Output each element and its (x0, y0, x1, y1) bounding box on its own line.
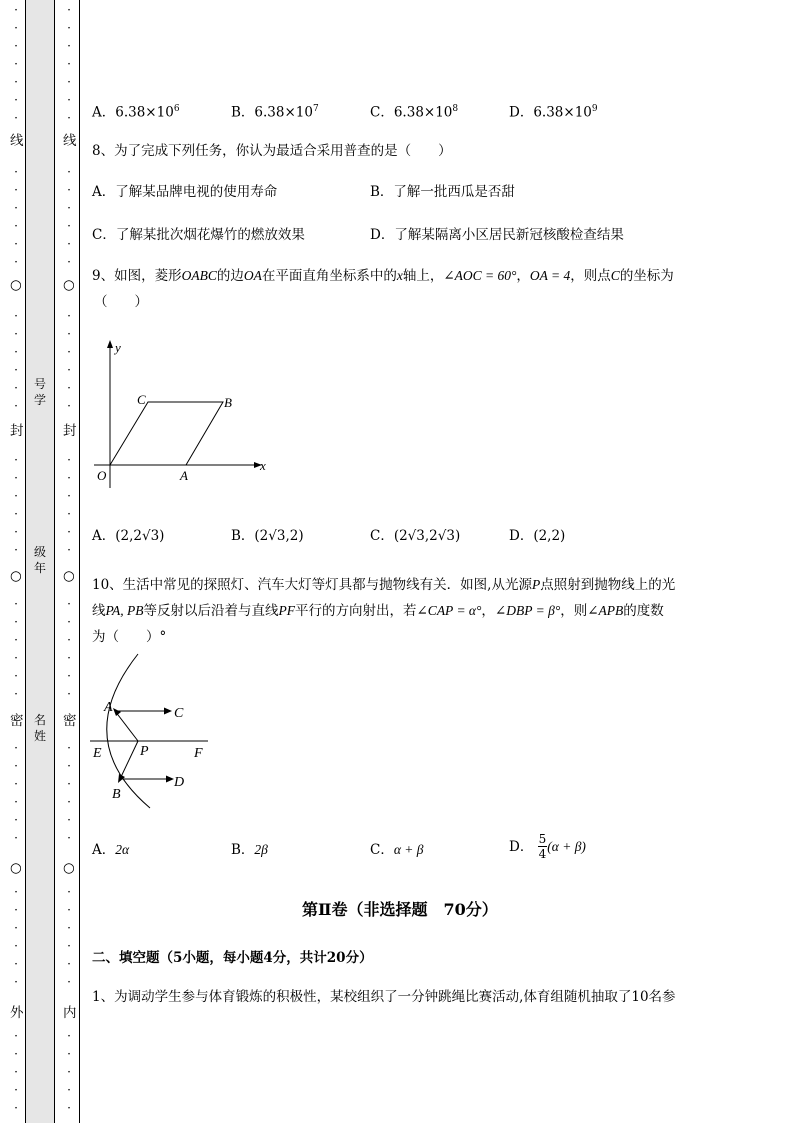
right-rail-label-nei: 内 (63, 1005, 77, 1021)
rail-dot: · (67, 975, 71, 989)
rail-dot: · (14, 597, 18, 611)
q9-option-a: A．(2,2√3) (92, 528, 165, 544)
left-rail-label-xian: 线 (10, 133, 24, 149)
part2-section-heading: 二、填空题（5小题，每小题4分，共计20分） (92, 950, 373, 966)
rail-dot: · (67, 165, 71, 179)
rail-dot: · (67, 813, 71, 827)
q10-stem-line2: 线PA, PB等反射以后沿着与直线PF平行的方向射出，若∠CAP = α°，∠DBP = β°，则∠APB的度数 (92, 603, 664, 619)
rail-dot: · (67, 777, 71, 791)
q7-option-c: C．$6.38\times 10^8$ (370, 104, 459, 121)
q8-option-d: D．了解某隔离小区居民新冠核酸检查结果 (370, 227, 624, 243)
rail-dot: · (67, 111, 71, 125)
q9-label-b: B (224, 395, 232, 410)
left-rail-circle-2: ○ (10, 568, 22, 584)
name-label: 名 姓 (33, 713, 46, 743)
rail-dot: · (14, 471, 18, 485)
rail-dot: · (14, 795, 18, 809)
rail-dot: · (14, 39, 18, 53)
rail-dot: · (14, 363, 18, 377)
rail-dot: · (67, 75, 71, 89)
rail-dot: · (67, 795, 71, 809)
rail-dot: · (67, 885, 71, 899)
rail-dot: · (14, 183, 18, 197)
rail-dot: · (67, 183, 71, 197)
q10-d-frac-den: 4 (538, 847, 547, 861)
q10-label-e: E (93, 746, 102, 761)
left-rail-circle-1: ○ (10, 277, 22, 293)
rail-dot: · (67, 345, 71, 359)
rail-dot: · (67, 615, 71, 629)
rail-dot: · (14, 399, 18, 413)
q9-y-arrow (107, 340, 113, 348)
right-dot-rail (63, 0, 75, 1123)
rail-dot: · (67, 1101, 71, 1115)
rail-dot: · (67, 201, 71, 215)
rail-dot: · (67, 669, 71, 683)
q7-option-d: D．$6.38\times 10^9$ (509, 104, 598, 121)
q10-arrow-a (113, 708, 121, 716)
rail-dot: · (14, 975, 18, 989)
rail-dot: · (67, 597, 71, 611)
q10-option-c: C．α + β (370, 842, 424, 858)
q10-label-a: A (104, 700, 113, 715)
right-rail-label-mi: 密 (63, 713, 77, 729)
q9-label-c: C (137, 392, 146, 407)
part2-title: 第Ⅱ卷（非选择题 70分） (302, 900, 498, 919)
part2-q1-stem: 1、为调动学生参与体育锻炼的积极性，某校组织了一分钟跳绳比赛活动,体育组随机抽取了10名参 (92, 989, 676, 1005)
left-rail-circle-3: ○ (10, 860, 22, 876)
rail-dot: · (67, 39, 71, 53)
q9-option-c: C．(2√3,2√3) (370, 528, 461, 544)
rail-dot: · (14, 165, 18, 179)
right-rail-circle-1: ○ (63, 277, 75, 293)
rail-dot: · (14, 669, 18, 683)
q10-option-d: D． $\frac{5}{4}$ (α + β) (509, 832, 586, 861)
rail-dot: · (14, 111, 18, 125)
rail-dot: · (14, 741, 18, 755)
rail-dot: · (67, 219, 71, 233)
q9-label-y: y (115, 340, 121, 355)
rail-dot: · (67, 453, 71, 467)
q10-option-b: B．2β (231, 842, 268, 858)
rail-dot: · (14, 885, 18, 899)
rail-dot: · (14, 57, 18, 71)
q10-stem-line1: 10、生活中常见的探照灯、汽车大灯等灯具都与抛物线有关．如图,从光源P点照射到抛物线上的光 (92, 577, 676, 593)
rail-dot: · (67, 381, 71, 395)
rail-dot: · (67, 831, 71, 845)
q8-option-b: B．了解一批西瓜是否甜 (370, 184, 515, 200)
rail-dot: · (67, 93, 71, 107)
q9-stem: 9、如图，菱形OABC的边OA在平面直角坐标系中的x轴上，∠AOC = 60°，OA = 4，则点C的坐标为 (92, 268, 674, 284)
q10-label-p: P (140, 744, 149, 759)
q10-arrow-d (166, 776, 174, 783)
rail-dot: · (67, 543, 71, 557)
rail-dot: · (14, 777, 18, 791)
q7-option-a: A．$6.38\times 10^6$ (92, 104, 180, 121)
q10-parabola (107, 654, 150, 808)
q8-option-a: A．了解某品牌电视的使用寿命 (92, 184, 278, 200)
rail-dot: · (67, 741, 71, 755)
q9-stem-line2: （ ） (94, 294, 148, 310)
rail-dot: · (67, 939, 71, 953)
q10-arrow-c (164, 708, 172, 715)
rail-dot: · (67, 21, 71, 35)
rail-dot: · (14, 957, 18, 971)
rail-dot: · (14, 687, 18, 701)
rail-dot: · (67, 903, 71, 917)
q10-segment-pb (120, 741, 138, 779)
rail-dot: · (14, 507, 18, 521)
q9-option-b: B．(2√3,2) (231, 528, 304, 544)
rail-dot: · (14, 93, 18, 107)
q10-label-d: D (174, 775, 185, 790)
rail-dot: · (14, 327, 18, 341)
q10-option-a: A．2α (92, 842, 130, 858)
rail-dot: · (67, 309, 71, 323)
rail-dot: · (67, 399, 71, 413)
rail-dot: · (67, 957, 71, 971)
rail-dot: · (14, 939, 18, 953)
rail-dot: · (14, 615, 18, 629)
grade-label: 级 年 (33, 545, 46, 575)
rail-dot: · (14, 381, 18, 395)
rail-dot: · (14, 1065, 18, 1079)
rail-dot: · (67, 327, 71, 341)
rail-dot: · (14, 525, 18, 539)
rail-dot: · (67, 237, 71, 251)
rail-dot: · (14, 903, 18, 917)
rail-dot: · (67, 759, 71, 773)
rail-dot: · (67, 507, 71, 521)
rail-dot: · (14, 831, 18, 845)
q8-stem: 8、为了完成下列任务，你认为最适合采用普查的是（ ） (92, 143, 452, 159)
rail-dot: · (14, 237, 18, 251)
rail-dot: · (67, 1029, 71, 1043)
rail-dot: · (14, 651, 18, 665)
rail-dot: · (67, 633, 71, 647)
right-rail-label-feng: 封 (63, 423, 77, 439)
left-rail-label-mi: 密 (10, 713, 24, 729)
rail-dot: · (14, 813, 18, 827)
rail-dot: · (67, 651, 71, 665)
rail-dot: · (67, 255, 71, 269)
q10-d-frac-num: 5 (538, 832, 547, 846)
rail-dot: · (14, 1083, 18, 1097)
rail-dot: · (67, 687, 71, 701)
rail-dot: · (14, 255, 18, 269)
rail-dot: · (14, 921, 18, 935)
q9-label-o: O (97, 468, 107, 483)
rail-dot: · (67, 1047, 71, 1061)
q8-option-c: C．了解某批次烟花爆竹的燃放效果 (92, 227, 305, 243)
rail-dot: · (67, 3, 71, 17)
rail-dot: · (14, 75, 18, 89)
right-rail-circle-3: ○ (63, 860, 75, 876)
rail-dot: · (14, 1029, 18, 1043)
student-id-label: 号 学 (33, 377, 46, 407)
rail-dot: · (14, 453, 18, 467)
rail-dot: · (14, 309, 18, 323)
left-rail-label-feng: 封 (10, 423, 24, 439)
q9-label-x: x (260, 458, 266, 473)
q10-label-c: C (174, 706, 184, 721)
q10-label-f: F (194, 746, 203, 761)
rail-dot: · (14, 543, 18, 557)
q9-option-d: D．(2,2) (509, 528, 566, 544)
rail-dot: · (67, 1083, 71, 1097)
q9-figure (90, 338, 280, 493)
rail-dot: · (14, 201, 18, 215)
rail-dot: · (14, 489, 18, 503)
rail-dot: · (14, 219, 18, 233)
rail-dot: · (67, 1065, 71, 1079)
rail-dot: · (14, 21, 18, 35)
right-rail-circle-2: ○ (63, 568, 75, 584)
left-dot-rail (10, 0, 22, 1123)
q10-label-b: B (112, 787, 121, 802)
right-rail-label-xian: 线 (63, 133, 77, 149)
q9-label-a: A (180, 468, 188, 483)
margin-border-line (79, 0, 80, 1123)
rail-dot: · (14, 3, 18, 17)
rail-dot: · (67, 471, 71, 485)
rail-dot: · (14, 759, 18, 773)
q10-stem-line3: 为（ ）° (92, 629, 167, 645)
rail-dot: · (14, 1101, 18, 1115)
rail-dot: · (67, 921, 71, 935)
rail-dot: · (67, 525, 71, 539)
left-rail-label-wai: 外 (10, 1005, 24, 1021)
q10-figure (88, 650, 218, 810)
rail-dot: · (14, 633, 18, 647)
rail-dot: · (67, 489, 71, 503)
q10-segment-pa (115, 711, 138, 741)
rail-dot: · (67, 363, 71, 377)
rail-dot: · (67, 57, 71, 71)
rail-dot: · (14, 1047, 18, 1061)
q9-rhombus (110, 402, 223, 465)
q7-option-b: B．$6.38\times 10^7$ (231, 104, 319, 121)
rail-dot: · (14, 345, 18, 359)
